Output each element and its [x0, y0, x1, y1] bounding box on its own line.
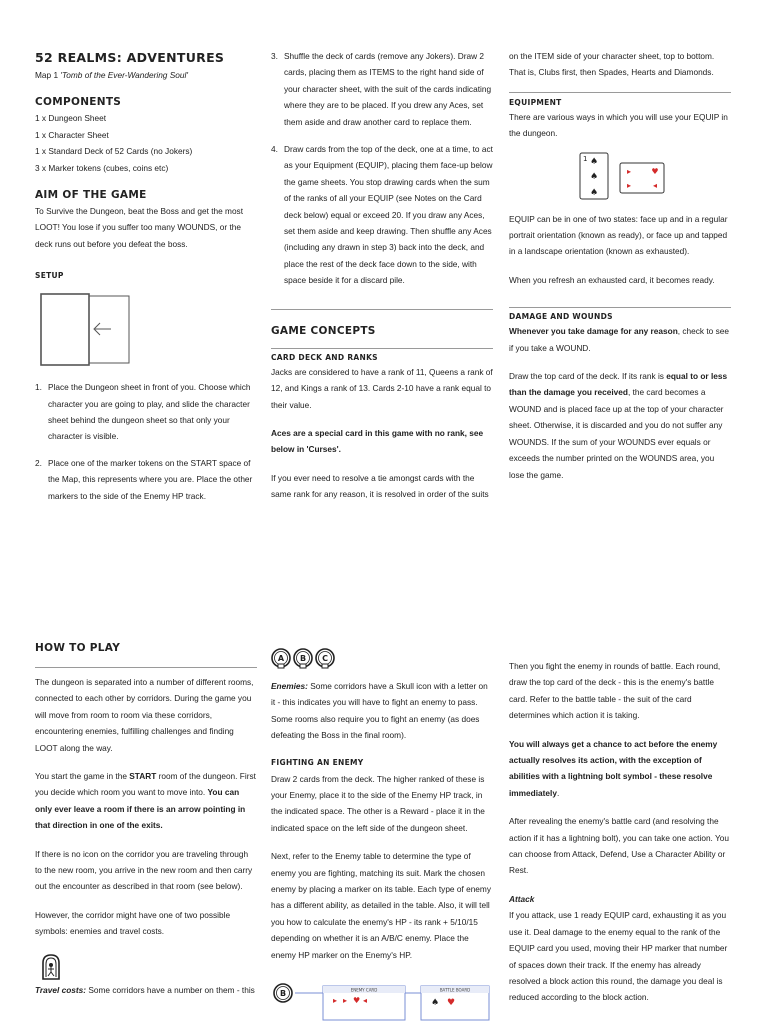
svg-text:♠: ♠	[589, 187, 599, 198]
setup-step: 2. Place one of the marker tokens on the START space of the Map, this represents where you are. Place the other markers to the side of the Enemy HP track.	[35, 457, 253, 501]
how-to-play-p1: The dungeon is separated into a number of different rooms, connected to each other by corridors. During the game you will move from room to room via these corridors, encountering enemies, fulfilling challenges and finding LOOT along the way.	[35, 677, 254, 753]
components-heading: COMPONENTS	[35, 96, 122, 109]
divider	[509, 92, 731, 93]
damage-heading: DAMAGE AND WOUNDS	[509, 312, 613, 322]
how-to-play-p4: However, the corridor might have one of two possible symbols: enemies and travel costs.	[35, 909, 231, 937]
svg-text:▸: ▸	[626, 166, 632, 176]
svg-text:♥: ♥	[447, 998, 456, 1009]
svg-text:◂: ◂	[652, 180, 658, 190]
skull-letter: B	[299, 654, 307, 663]
mini-left-title: ENEMY CARD	[350, 987, 378, 993]
column-5	[271, 648, 493, 1021]
enemies-text: Enemies: Some corridors have a Skull icon with a letter on it - this indicates you will have to fight an enemy to pass. Some rooms also require you to fight an enemy (as does defeating the Boss in the final room).	[271, 681, 488, 741]
map-subtitle: Map 1 'Tomb of the Ever-Wandering Soul'	[35, 70, 188, 80]
skull-icon	[293, 648, 313, 670]
component-item: 1 x Dungeon Sheet	[35, 113, 107, 124]
column-2	[271, 48, 493, 503]
svg-text:♠: ♠	[589, 171, 599, 182]
after-reveal-text: After revealing the enemy's battle card (and resolving the action if it has a lightning bolt), you can take one action. You can choose from Attack, Defend, Use a Character Ability or Rest.	[509, 816, 730, 876]
setup-heading: SETUP	[35, 271, 64, 281]
how-to-play-p3: If there is no icon on the corridor you are traveling through to the new room, you arrive in the new room and then carry out the encounter as described in that room (see below).	[35, 848, 253, 892]
svg-text:♥: ♥	[651, 166, 659, 176]
skull-icon	[315, 648, 335, 670]
aim-text: To Survive the Dungeon, beat the Boss and get the most LOOT! You lose if you suffer too many WOUNDS, or the deck runs out before you defeat the boss.	[35, 206, 244, 249]
setup-step: 1. Place the Dungeon sheet in front of you. Choose which character you are going to play, and slide the character sheet behind the dungeon sheet so that only your character is visible.	[35, 382, 251, 442]
setup-step: 3. Shuffle the deck of cards (remove any Jokers). Draw 2 cards, placing them as ITEMS to the right hand side of your character sheet, with the suit of the cards indicating where they are to be placed. If you drew any Aces, set them aside and draw another card to replace them.	[271, 51, 492, 127]
svg-text:▸: ▸	[333, 996, 338, 1006]
equipment-text: There are various ways in which you will use your EQUIP in the dungeon.	[509, 111, 728, 139]
how-to-play-p2: You start the game in the START room of the dungeon. First you decide which room you want to move into. You can only ever leave a room if there is an arrow pointing in that direction in one of the exits.	[35, 771, 256, 831]
divider	[271, 348, 493, 349]
divider	[509, 307, 731, 308]
attack-text: If you attack, use 1 ready EQUIP card, exhausting it as you use it. Deal damage to the enemy equal to the rank of the EQUIP card you used, moving their HP marker that number of spaces down their track. If the enemy has already resolved a block action this round, the damage you deal is reduced according to the block action.	[509, 910, 728, 1003]
tie-text: If you ever need to resolve a tie amongst cards with the same rank for any reason, it is resolved in order of the suits	[271, 472, 489, 500]
setup-step: 4. Draw cards from the top of the deck, one at a time, to act as your Equipment (EQUIP), placing them face-up below the game sheets. You stop drawing cards when the sum of the ranks of all your EQUIP (see Notes on the Card deck below) equal or exceed 20. If you draw any Aces, set them aside and keep drawing. Then shuffle any Aces (including any drawn in step 3) back into the deck, and place the rest of the deck face down to the side, with space beside it for a discard pile.	[271, 144, 493, 286]
setup-steps	[35, 379, 260, 504]
skull-letter: A	[277, 654, 285, 663]
skull-icon	[271, 648, 291, 670]
travel-costs-text: Travel costs: Some corridors have a number on them - this	[35, 984, 255, 995]
enemy-table-text: Next, refer to the Enemy table to determine the type of enemy you are fighting, matching its suit. Mark the chosen enemy by placing a marker on its table. Each type of enemy has a different ability, as detailed in the table. Also, it will tell you how to calculate the enemy's HP - its rank + 5/10/15 depending on whether it is an A/B/C enemy. Place the enemy HP marker on the Enemy's HP.	[271, 851, 491, 960]
aces-text: Aces are a special card in this game with no rank, see below in 'Curses'.	[271, 427, 484, 455]
concepts-heading: GAME CONCEPTS	[271, 324, 376, 337]
svg-text:♠: ♠	[589, 156, 599, 167]
mini-skull-letter: B	[279, 989, 287, 999]
battle-board-icon	[271, 981, 493, 1021]
component-item: 1 x Character Sheet	[35, 129, 109, 140]
svg-text:1: 1	[583, 154, 588, 163]
rounds-text: Then you fight the enemy in rounds of battle. Each round, draw the top card of the deck - this is the enemy's battle card. Refer to the battle table - the suit of the card determines which action it is taking.	[509, 661, 721, 721]
page-title: 52 REALMS: ADVENTURES	[35, 50, 225, 65]
wound-check-text: Draw the top card of the deck. If its rank is equal to or less than the damage you received, the card becomes a WOUND and is placed face up at the top of your character sheet. Otherwise, it is discarded and you do not suffer any WOUNDS. If the sum of your WOUNDS ever equals or exceeds the number printed on the WOUNDS area, you lose the game.	[509, 371, 728, 480]
refresh-text: When you refresh an exhausted card, it becomes ready.	[509, 274, 715, 285]
column-3	[509, 48, 731, 483]
setup-steps-continued	[271, 48, 493, 289]
always-act-text: You will always get a chance to act before the enemy actually resolves its action, with the exception of abilities with a lightning bolt symbol - these resolve immediately.	[509, 738, 718, 798]
divider	[35, 667, 257, 668]
svg-text:♠: ♠	[431, 998, 440, 1009]
component-item: 3 x Marker tokens (cubes, coins etc)	[35, 162, 169, 173]
damage-text: Whenever you take damage for any reason, check to see if you take a WOUND.	[509, 326, 729, 353]
landscape-card-icon	[619, 162, 665, 194]
fighting-heading: FIGHTING AN ENEMY	[271, 757, 364, 767]
svg-text:♥: ♥	[353, 996, 361, 1006]
column-6	[509, 658, 731, 1006]
column-1	[35, 50, 260, 504]
svg-text:▸: ▸	[343, 996, 348, 1006]
card-deck-heading: CARD DECK AND RANKS	[271, 352, 378, 362]
how-to-play-heading: HOW TO PLAY	[35, 642, 121, 654]
skull-letter: C	[322, 654, 328, 663]
component-item: 1 x Standard Deck of 52 Cards (no Jokers)	[35, 146, 193, 157]
equip-states-text: EQUIP can be in one of two states: face up and in a regular portrait orientation (known as ready), or face up and tapped in a landscape orientation (known as exhausted).	[509, 213, 728, 257]
fighting-text: Draw 2 cards from the deck. The higher ranked of these is your Enemy, place it to the side of the Enemy HP track, in the indicated space. The other is a Reward - place it in the indicated space on the left side of the dungeon sheet.	[271, 773, 485, 833]
travel-icon	[39, 954, 257, 980]
column-4	[35, 641, 257, 998]
setup-diagram-icon	[38, 290, 260, 370]
equip-cards-diagram	[579, 152, 731, 200]
suits-order-text: on the ITEM side of your character sheet, top to bottom. That is, Clubs first, then Spades, Hearts and Diamonds.	[509, 51, 715, 78]
equipment-heading: EQUIPMENT	[509, 97, 562, 107]
mini-right-title: BATTLE BOARD	[439, 987, 471, 993]
card-deck-text: Jacks are considered to have a rank of 11, Queens a rank of 12, and Kings a rank of 13. Cards 2-10 have a rank equal to their value.	[271, 366, 493, 410]
attack-heading: Attack	[509, 893, 535, 904]
svg-text:▸: ▸	[626, 180, 632, 190]
divider	[271, 309, 493, 310]
skull-icons	[271, 648, 493, 670]
svg-text:◂: ◂	[363, 996, 368, 1006]
portrait-card-icon	[579, 152, 609, 200]
aim-heading: AIM OF THE GAME	[35, 189, 147, 202]
